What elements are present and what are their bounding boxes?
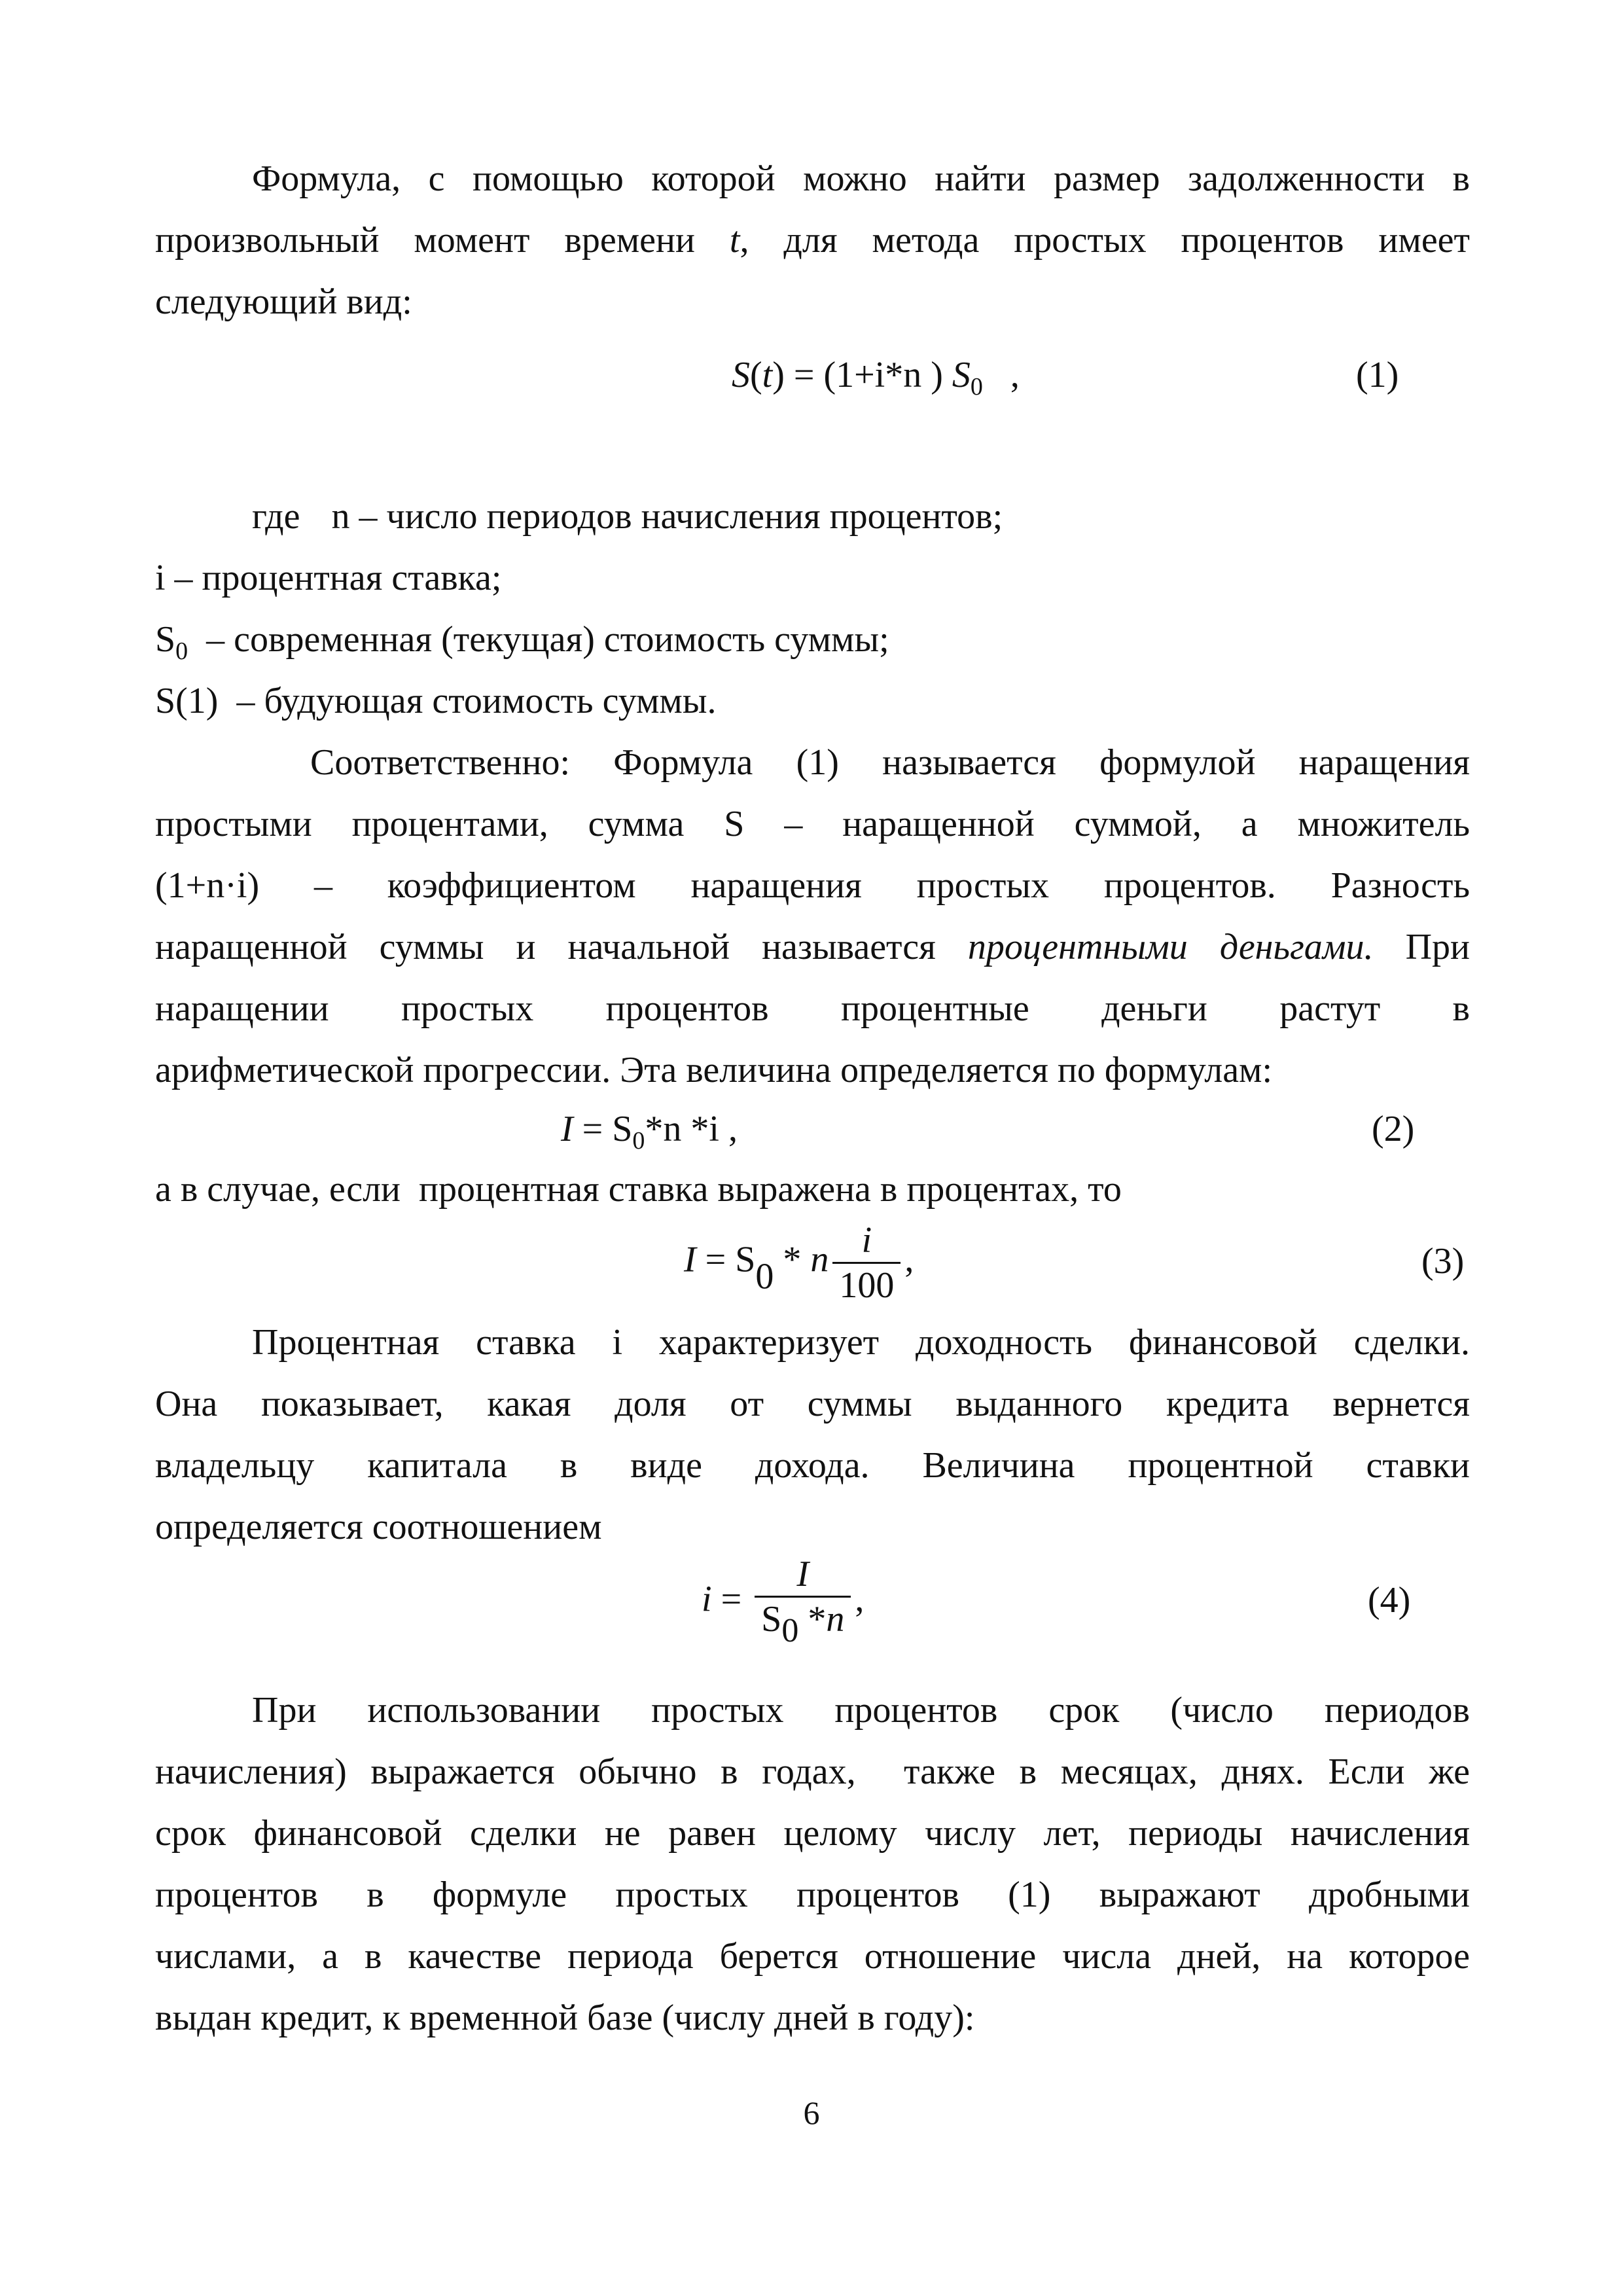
where-label: где [252,496,300,537]
para3-line-2: Она показывает, какая доля от суммы выданного кредита вернется [155,1384,1470,1424]
formula-4-i: i [702,1579,712,1620]
formula-2-number: (2) [1372,1109,1415,1149]
intro-line-2 [155,217,1470,264]
para4-line-4: процентов в формуле простых процентов (1) выражают дробными [155,1874,1470,1915]
between-line: а в случае, если процентная ставка выражена в процентах, то [155,1169,1122,1210]
formula-3-subscript: 0 [755,1256,774,1297]
para4-line-3: срок финансовой сделки не равен целому числу лет, периоды начисления [155,1813,1470,1854]
formula-4-den-s: S [761,1599,782,1640]
formula-2-eq: = S [573,1109,633,1149]
formula-3-comma: , [904,1239,914,1280]
definition-s0 [155,616,1470,675]
para3-line-3: владельцу капитала в виде дохода. Величина процентной ставки [155,1445,1470,1486]
para3-line-1: Процентная ставка i характеризует доходность финансовой сделки. [252,1322,1470,1363]
definition-n-text: n – число периодов начисления процентов; [331,496,1003,537]
formula-1-s0: S [952,355,971,395]
formula-4-den-subscript: 0 [781,1612,799,1649]
definition-s0-subscript: 0 [175,637,188,665]
para4-line-1: При использовании простых процентов срок (число периодов [252,1690,1470,1731]
para2-line-4 [155,924,1470,971]
formula-3-numerator: i [861,1220,872,1261]
formula-3-i: I [684,1239,696,1280]
formula-4-comma: , [855,1579,865,1620]
formula-1-t: t [762,355,773,395]
para2-line-3: (1+n·i) – коэффициентом наращения простых процентов. Разность [155,865,1470,906]
para3-line-4: определяется соотношением [155,1507,602,1547]
formula-1 [732,351,1020,410]
formula-4-number: (4) [1368,1580,1411,1621]
intro-line-1: Формула, с помощью которой можно найти размер задолженности в [252,158,1470,199]
para2-line-5: наращении простых процентов процентные деньги растут в [155,988,1470,1029]
formula-4-fraction [755,1552,851,1653]
definition-i: i – процентная ставка; [155,558,502,598]
para4-line-2: начисления) выражается обычно в годах, также в месяцах, днях. Если же [155,1751,1470,1792]
para2-line-4-text-a: наращенной суммы и начальной называется [155,927,968,967]
formula-4-eq: = [711,1579,751,1620]
definition-s1: S(1) – будующая стоимость суммы. [155,681,717,721]
formula-3-eq: = S [696,1239,756,1280]
formula-2-i: I [561,1109,573,1149]
formula-1-subscript: 0 [970,373,983,401]
intro-line-2-text-b: , для метода простых процентов имеет [740,220,1470,260]
formula-2-rest: *n *i , [645,1109,738,1149]
formula-3-n: n [810,1239,829,1280]
definition-n [252,493,1567,540]
definition-s0-label: S [155,619,176,660]
formula-2 [561,1105,738,1164]
para4-line-5: числами, а в качестве периода берется отношение числа дней, на которое [155,1936,1470,1977]
para2-line-4-text-b: При [1373,927,1470,967]
formula-1-open: ( [750,355,762,395]
formula-1-s: S [732,355,750,395]
definition-s0-text: – современная (текущая) стоимость суммы; [188,619,889,660]
formula-1-mid: ) = (1+i*n ) [772,355,952,395]
formula-4-den-n: n [826,1599,845,1640]
para4-line-6: выдан кредит, к временной базе (числу дней в году): [155,1998,975,2038]
formula-4-den-star: * [798,1599,827,1640]
formula-4 [702,1552,864,1653]
intro-line-3: следующий вид: [155,281,412,322]
para2-line-2: простыми процентами, сумма S – наращенной суммой, а множитель [155,804,1470,844]
formula-1-number: (1) [1356,355,1399,395]
formula-1-comma: , [982,355,1020,395]
formula-3-number: (3) [1421,1241,1465,1282]
variable-t: t [729,220,740,260]
formula-3-star: * [774,1239,811,1280]
formula-4-denominator [755,1596,851,1653]
term-interest-money: процентными деньгами. [967,927,1374,967]
para2-line-1: Соответственно: Формула (1) называется формулой наращения [310,742,1470,783]
page-number: 6 [803,2094,820,2131]
intro-line-2-text-a: произвольный момент времени [155,220,730,260]
formula-4-numerator: I [796,1554,810,1594]
formula-3 [684,1219,914,1307]
para2-line-6: арифметической прогрессии. Эта величина определяется по формулам: [155,1050,1273,1090]
formula-3-denominator: 100 [832,1262,901,1307]
formula-3-fraction [832,1219,901,1307]
formula-2-subscript: 0 [632,1127,645,1155]
